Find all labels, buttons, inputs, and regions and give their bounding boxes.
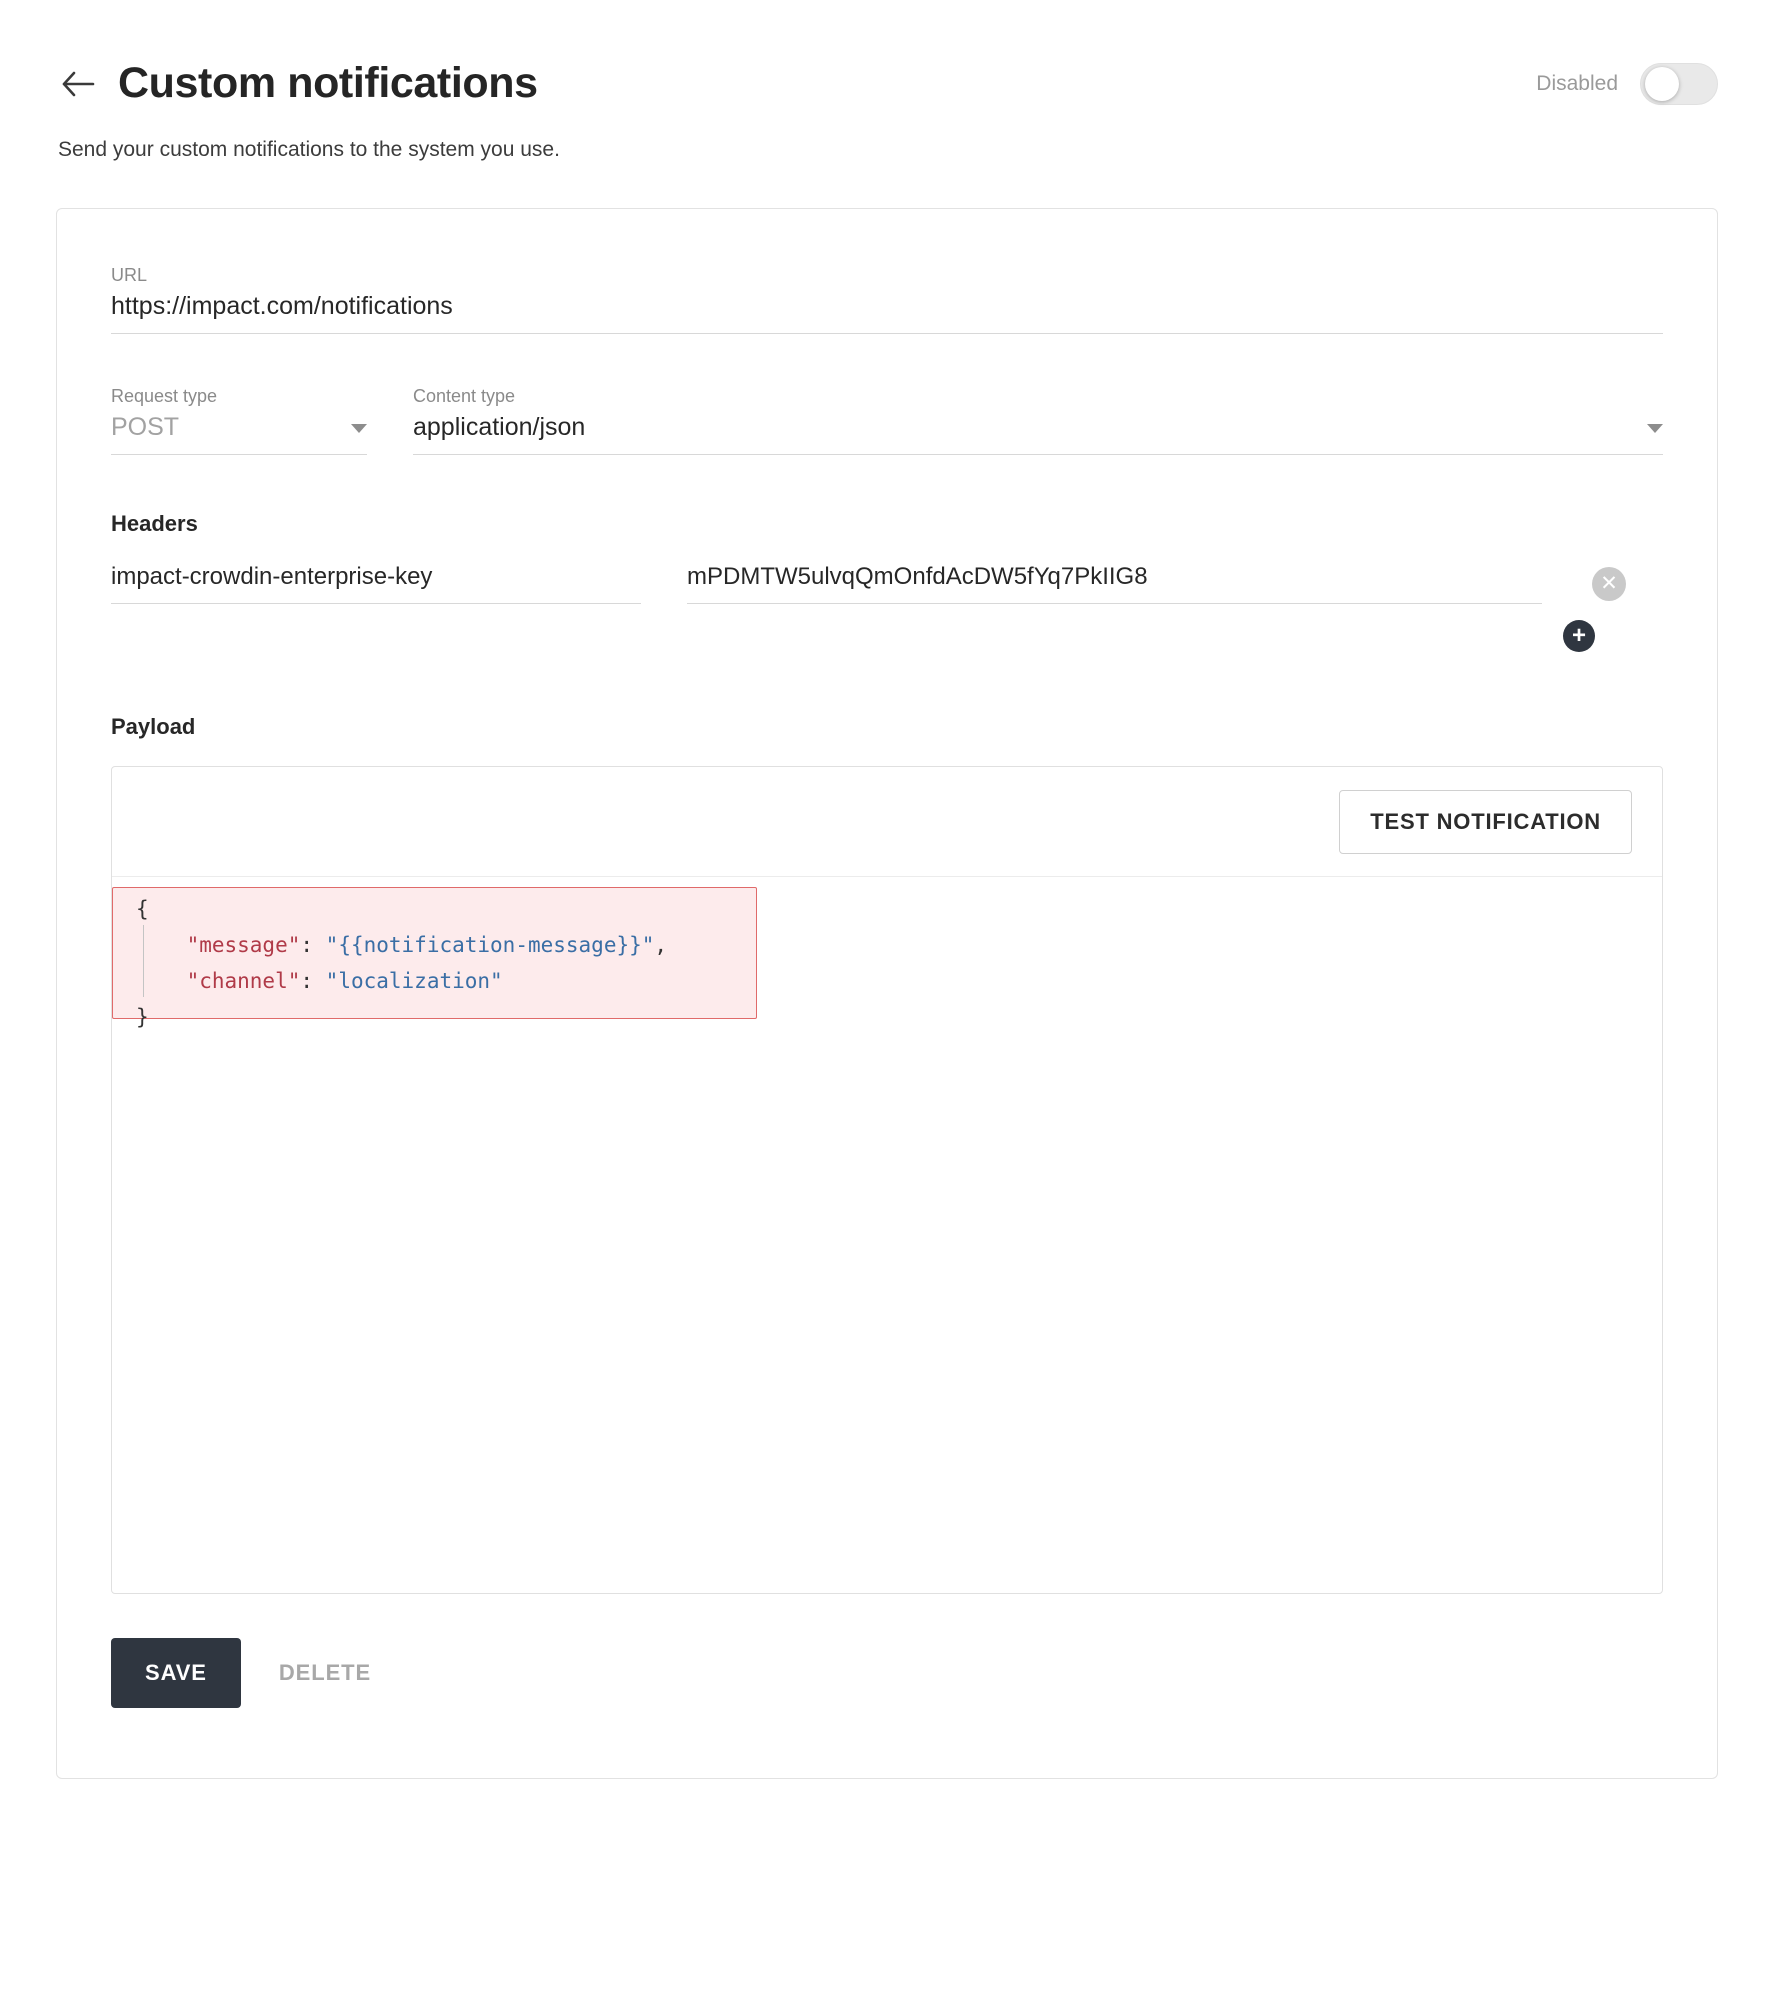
code-value-channel: "localization" [325, 969, 503, 993]
url-input[interactable]: https://impact.com/notifications [111, 292, 1663, 334]
toggle-state-label: Disabled [1536, 72, 1618, 95]
toggle-knob [1645, 67, 1679, 101]
payload-title: Payload [111, 714, 196, 739]
enable-toggle-group [1536, 63, 1718, 105]
code-key-message: "message" [186, 933, 301, 957]
code-line-1: { [136, 897, 149, 921]
url-field-group [111, 265, 1663, 334]
request-content-row [111, 386, 1663, 455]
page-title: Custom notifications [118, 59, 538, 108]
header-value-input[interactable]: mPDMTW5ulvqQmOnfdAcDW5fYq7PkIIG8 [687, 563, 1542, 604]
page-subtitle: Send your custom notifications to the system you use. [58, 138, 560, 161]
page-header [56, 48, 1718, 120]
code-key-channel: "channel" [186, 969, 301, 993]
add-circle-icon[interactable]: + [1563, 620, 1595, 652]
request-type-group [111, 386, 367, 455]
save-button[interactable]: SAVE [111, 1638, 241, 1708]
code-comma-1: , [654, 933, 668, 957]
content-type-value: application/json [413, 413, 586, 441]
payload-toolbar [112, 767, 1662, 877]
settings-card [56, 208, 1718, 1779]
code-colon-1: : [300, 933, 326, 957]
delete-button[interactable]: DELETE [251, 1638, 399, 1708]
header-row [111, 563, 1663, 604]
test-notification-button[interactable]: TEST NOTIFICATION [1339, 790, 1632, 854]
code-line-4: } [136, 1005, 149, 1029]
enable-toggle[interactable] [1640, 63, 1718, 105]
url-label: URL [111, 265, 148, 285]
header-key-input[interactable]: impact-crowdin-enterprise-key [111, 563, 641, 604]
chevron-down-icon [351, 424, 367, 433]
headers-section [111, 511, 1663, 652]
form-actions [111, 1638, 1663, 1708]
add-header-row [111, 620, 1663, 652]
payload-editor [111, 766, 1663, 1594]
request-type-select[interactable] [111, 413, 367, 455]
content-type-select[interactable] [413, 413, 1663, 455]
request-type-label: Request type [111, 386, 218, 406]
headers-title: Headers [111, 511, 198, 536]
payload-code-area[interactable] [112, 877, 1662, 1035]
arrow-left-icon[interactable] [56, 62, 100, 106]
chevron-down-icon [1647, 424, 1663, 433]
code-colon-2: : [300, 969, 326, 993]
code-value-message: "{{notification-message}}" [325, 933, 655, 957]
content-type-group [413, 386, 1663, 455]
payload-code[interactable] [112, 877, 1662, 1035]
content-type-label: Content type [413, 386, 516, 406]
remove-circle-icon[interactable]: ✕ [1592, 567, 1626, 601]
request-type-value: POST [111, 413, 180, 441]
